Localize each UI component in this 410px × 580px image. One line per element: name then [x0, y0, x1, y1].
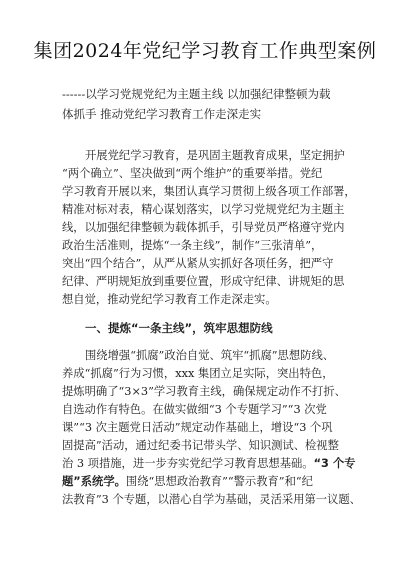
section-line: 围绕增强“抓腐”政治自觉、筑牢“抓腐”思想防线、 [85, 349, 335, 362]
intro-line: 开展党纪学习教育，是巩固主题教育成果，坚定拥护 [85, 149, 345, 162]
intro-line: 精准对标对表，精心谋划落实，以学习党规党纪为主题主 [62, 203, 345, 216]
section-line-text: 治 3 项措施，进一步夯实党纪学习教育思想基础。 [62, 457, 314, 470]
section-line: 课”“3 次主题党日活动”规定动作基础上，增设“3 个巩 [62, 421, 333, 434]
intro-line: 纪律、严明规矩放到重要位置，形成守纪律、讲规矩的思 [62, 275, 345, 288]
document-title: 集团2024年党纪学习教育工作典型案例 [33, 40, 377, 62]
intro-line: 想自觉，推动党纪学习教育工作走深走实。 [62, 293, 277, 306]
section-line: 提炼明确了“3×3”学习教育主线，确保规定动作不打折、 [62, 385, 346, 398]
section-heading: 一、提炼“一条主线”，筑牢思想防线 [85, 321, 273, 335]
section-line: 法教育”3 个专题，以潜心自学为基础，灵活采用第一议题、 [62, 493, 361, 506]
section-line: 自选动作有特色。在做实做细“3 个专题学习”“3 次党 [62, 403, 327, 416]
section-line: 固提高”活动，通过纪委书记带头学、知识测试、检视整 [62, 439, 339, 452]
section-line: 养成“抓腐”行为习惯，xxx 集团立足实际，突出特色， [62, 367, 334, 380]
subtitle-line-1: ------以学习党规党纪为主题主线 以加强纪律整顿为载 [62, 87, 331, 101]
intro-line: 线，以加强纪律整顿为载体抓手，引导党员严格遵守党内 [62, 221, 345, 234]
section-line [62, 455, 355, 473]
subtitle-line-2: 体抓手 推动党纪学习教育工作走深走实 [62, 107, 262, 121]
intro-line: 学习教育开展以来，集团认真学习贯彻上级各项工作部署， [62, 185, 356, 198]
intro-line: “两个确立”、坚决做到“两个维护”的重要举措。党纪 [62, 167, 323, 180]
section-line-text: 围绕“思想政治教育”“警示教育”和“纪 [125, 475, 313, 488]
bold-term: “3 个专 [313, 457, 356, 470]
bold-term: 题”系统学。 [62, 475, 126, 488]
intro-line: 政治生活准则，提炼“一条主线”，制作“三张清单”， [62, 239, 323, 252]
section-line [62, 473, 313, 491]
intro-line: 突出“四个结合”，从严从紧从实抓好各项任务，把严守 [62, 257, 334, 270]
